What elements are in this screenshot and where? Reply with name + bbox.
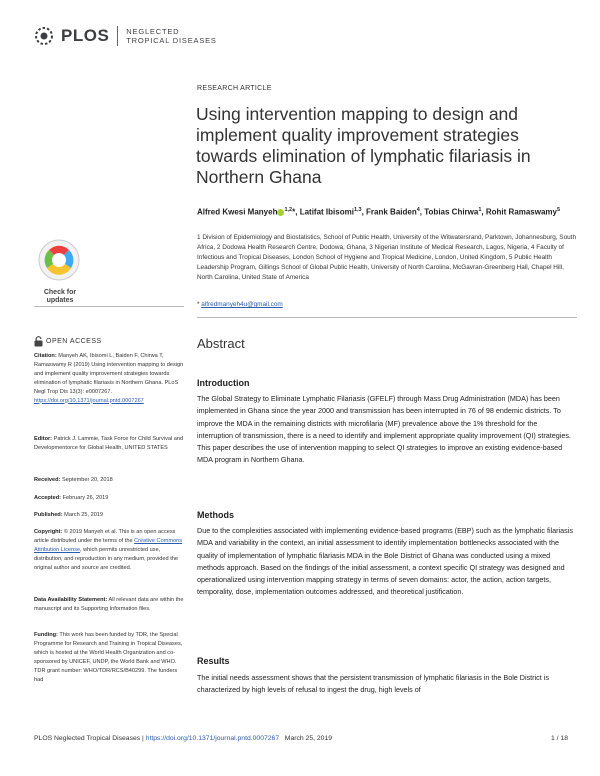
data-availability-text: All relevant data are within the manuscript and its Supporting Information files. <box>34 597 184 612</box>
crossmark-icon <box>37 238 81 282</box>
received-block <box>34 476 184 485</box>
author-affiliation-ref: 1,2 <box>284 207 293 213</box>
author-name[interactable]: Tobias Chirwa <box>424 207 479 217</box>
main-divider <box>197 317 577 318</box>
journal-name-line2: TROPICAL DISEASES <box>126 36 217 45</box>
open-access-badge <box>34 336 102 347</box>
copyright-text: © 2019 Manyeh et al. This is an open access article distributed under the terms of the <box>34 529 176 544</box>
footer-date: March 25, 2019 <box>284 735 333 742</box>
page-footer <box>34 735 568 742</box>
logo-divider <box>117 26 118 46</box>
editor-label: Editor: <box>34 436 53 442</box>
article-title: Using intervention mapping to design and implement quality improvement strategies towards elimination of lymphatic filariasis in Northern Ghana <box>196 104 531 187</box>
section-paragraph: The Global Strategy to Eliminate Lymphatic Filariasis (GFELF) through Mass Drug Administration (MDA) has been implemented in Ghana since the year 2000 and transmission has been interrupted in 76 of 98 endemic districts. To improve the MDA in the remaining districts with microfilaria (MF) prevalence above the 1% threshold for the interruption of transmission, there is a need to identify and implement appropriate quality improvement (QI) strategies. This paper describes the use of intervention mapping to select QI strategies to improve an existing evidence-based MDA program in Northern Ghana. <box>197 394 571 465</box>
journal-logo <box>33 25 217 47</box>
section-heading: Methods <box>197 510 234 520</box>
footer-doi-link[interactable]: https://doi.org/10.1371/journal.pntd.0007267 <box>145 735 280 742</box>
funding-block <box>34 631 184 684</box>
author-name[interactable]: Frank Baiden <box>366 207 417 217</box>
footer-journal: PLOS Neglected Tropical Diseases | <box>34 735 144 742</box>
journal-name-line1: NEGLECTED <box>126 27 180 36</box>
copyright-label: Copyright: <box>34 529 63 535</box>
editor-text: Patrick J. Lammie, Task Force for Child Survival and Developmentorce for Global Health, UNITED STATES <box>34 436 184 451</box>
funding-label: Funding: <box>34 632 58 638</box>
data-availability-label: Data Availability Statement: <box>34 597 108 603</box>
corresponding-author-marker: * <box>292 207 296 217</box>
citation-doi-link[interactable]: https://doi.org/10.1371/journal.pntd.0007267 <box>34 397 144 404</box>
accepted-date: February 26, 2019 <box>62 495 109 501</box>
accepted-block <box>34 494 184 503</box>
email-link[interactable]: alfredmanyeh4u@gmail.com <box>201 301 283 308</box>
open-lock-icon <box>34 336 43 347</box>
page-number: 1 / 18 <box>550 735 568 742</box>
corresponding-email <box>197 301 283 308</box>
copyright-text-cont: , which permits unrestricted use, distribution, and reproduction in any medium, provided the original author and source are credited. <box>34 546 178 571</box>
open-access-label: OPEN ACCESS <box>46 338 102 345</box>
data-availability-block <box>34 596 184 614</box>
section-heading: Results <box>197 656 230 666</box>
journal-name <box>126 27 216 45</box>
author-name[interactable]: Alfred Kwesi Manyeh <box>197 207 278 217</box>
section-paragraph: Due to the complexities associated with implementing evidence-based programs (EBP) such as the lymphatic filariasis MDA and variability in the context, an initial assessment to identify implementation bottlenecks associated with the quality of implementation of lymphatic filariasis MDA in the Bole District of Ghana was conducted using a mixed methods approach. Based on the findings of the initial assessment, a context specific QI strategy was designed and operationalized using intervention mapping strategy in terms of seven domains: actor, the action, action targets, temporality, dose, implementation outcomes addressed, and theoretical justification. <box>197 526 573 597</box>
publisher-name: PLOS <box>61 26 110 45</box>
author-name[interactable]: Rohit Ramaswamy <box>485 207 557 217</box>
author-affiliation-ref: 1,3 <box>353 207 362 213</box>
plos-logo-icon <box>33 25 55 47</box>
editor-block <box>34 435 184 453</box>
published-block <box>34 511 184 520</box>
check-for-updates-badge[interactable] <box>37 238 83 305</box>
article-type: RESEARCH ARTICLE <box>197 85 272 92</box>
abstract-heading: Abstract <box>197 336 245 351</box>
citation-text: Manyeh AK, Ibisomi L, Baiden F, Chirwa T, Ramaswamy R (2019) Using intervention mapping to design and implement quality improvement strategies towards elimination of lymphatic filariasis in Northern Ghana. PLoS Negl Trop Dis 13(3): e0007267. <box>34 353 184 395</box>
check-for-updates-label: Check for updates <box>43 289 77 304</box>
citation-label: Citation: <box>34 353 57 359</box>
accepted-label: Accepted: <box>34 495 62 501</box>
citation-block <box>34 352 184 405</box>
sidebar-divider <box>34 306 184 307</box>
section-heading: Introduction <box>197 378 250 388</box>
published-label: Published: <box>34 512 63 518</box>
affiliations: 1 Division of Epidemiology and Biostatistics, School of Public Health, University of the Witwatersrand, Parktown, Johannesburg, South Africa, 2 Dodowa Health Research Centre, Dodowa, Ghana, 3 Nigerian Institute of Medical Research, Lagos, Nigeria, 4 Faculty of Infectious and Tropical Diseases, London School of Hygiene and Tropical Medicine, London, United Kingdom, 5 Public Health Leadership Program, Gillings School of Global Public Health, University of North Carolina, McGavran-Greenberg Hall, Chapel Hill, North Carolina, United State of America <box>197 234 577 281</box>
copyright-block <box>34 528 184 573</box>
section-paragraph: The initial needs assessment shows that the persistent transmission of lymphatic filariasis in the Bole District is characterized by high levels of refusal to ingest the drug, high levels of <box>197 673 549 695</box>
published-date: March 25, 2019 <box>64 512 104 518</box>
author-name[interactable]: Latifat Ibisomi <box>299 207 354 217</box>
corresponding-marker: * <box>197 301 200 308</box>
author-list: Alfred Kwesi Manyeh $^{1,2}$*, Latifat Ibisomi$^{1,3}$, Frank Baiden$^4$, Tobias Chirwa$^1$, Rohit Ramaswamy$^5$ <box>197 207 561 217</box>
license-link[interactable]: Creative Commons Attribution License <box>34 537 183 553</box>
received-label: Received: <box>34 477 61 483</box>
author-affiliation-ref: 1 <box>478 207 482 213</box>
funding-text: This work has been funded by TDR, the Special Programme for Research and Training in Tropical Diseases, which is hosted at the World Health Organization and co-sponsored by UNICEF, UNDP, the World Bank and WHO. TDR grant number: WHO/TDR/RCS/B40299. The funders had <box>34 632 183 683</box>
received-date: September 20, 2018 <box>62 477 113 483</box>
author-affiliation-ref: 4 <box>416 207 420 213</box>
author-affiliation-ref: 5 <box>557 207 561 213</box>
footer-citation <box>34 735 332 742</box>
